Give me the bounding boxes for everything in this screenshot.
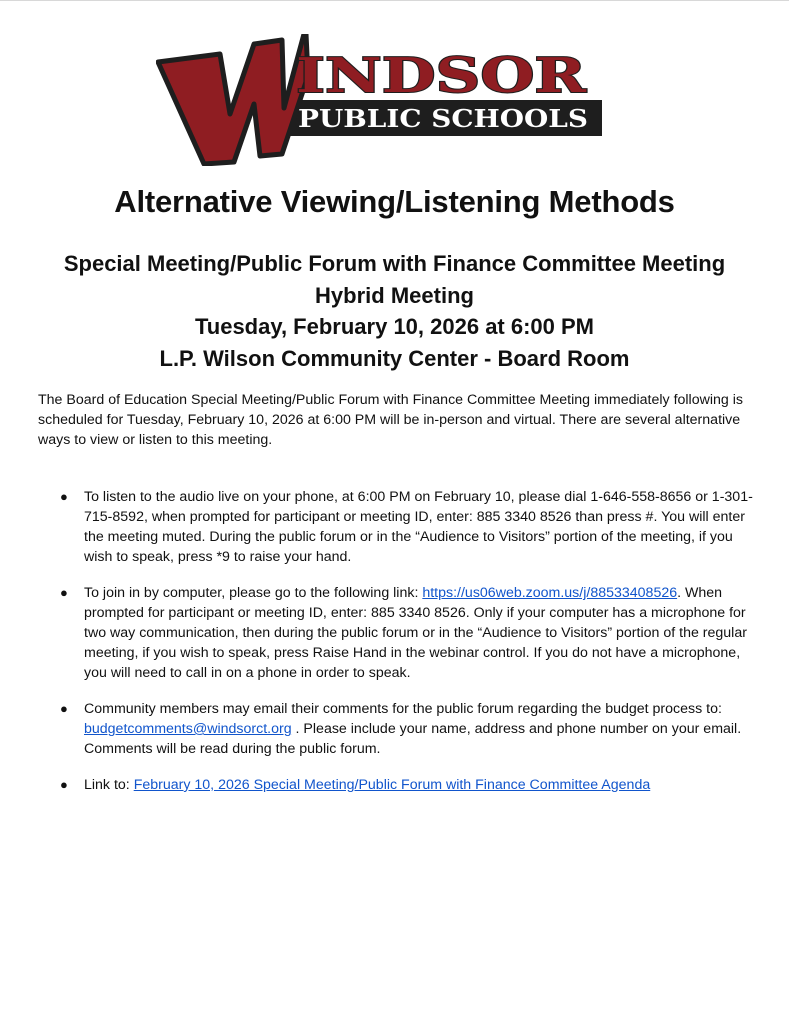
meeting-format: Hybrid Meeting — [315, 282, 474, 308]
computer-instructions-rest: . When prompted for participant or meeting ID, enter: 885 3340 8526. Only if your computer has a microphone for two way communication, then during the public forum or in the “Audience to Visitors” portion of the regular meeting, if you wish to speak, press Raise Hand in the webinar control. If you do not have a microphone, you will need to call in on a phone in order to speak. — [84, 585, 747, 681]
bullet-icon: ● — [60, 701, 68, 716]
meeting-name: Special Meeting/Public Forum with Finance Committee Meeting — [63, 251, 726, 276]
bullet-icon: ● — [60, 585, 68, 600]
list-item-agenda — [38, 775, 754, 795]
budget-comments-email-link[interactable]: budgetcomments@windsorct.org — [84, 721, 292, 737]
agenda-link-lead: Link to: — [84, 777, 134, 793]
list-item-phone — [38, 487, 754, 567]
logo-w-letter — [158, 34, 308, 164]
email-instructions-rest: . Please include your name, address and phone number on your email. Comments will be read during the public forum. — [84, 721, 742, 757]
meeting-location: L.P. Wilson Community Center - Board Room — [159, 345, 630, 371]
top-divider — [0, 0, 789, 1]
windsor-public-schools-logo — [156, 34, 606, 166]
phone-instructions: To listen to the audio live on your phone, at 6:00 PM on February 10, please dial 1-646-558-8656 or 1-301-715-8592, when prompted for participant or meeting ID, enter: 885 3340 8526 than press #. You will enter the meeting muted. During the public forum or in the “Audience to Visitors” portion of the meeting, if you wish to speak, press *9 to raise your hand. — [84, 489, 753, 565]
agenda-link[interactable]: February 10, 2026 Special Meeting/Public Forum with Finance Committee Agenda — [133, 777, 651, 793]
email-instructions-lead: Community members may email their comments for the public forum regarding the budget process to: — [84, 701, 722, 717]
viewing-methods-list — [38, 487, 754, 811]
intro-paragraph: The Board of Education Special Meeting/Public Forum with Finance Committee Meeting immediately following is scheduled for Tuesday, February 10, 2026 at 6:00 PM will be in-person and virtual. There are several alternative ways to view or listen to this meeting. — [38, 392, 743, 448]
zoom-meeting-link[interactable]: https://us06web.zoom.us/j/88533408526 — [422, 585, 678, 601]
list-item-email — [38, 699, 754, 759]
meeting-date-time: Tuesday, February 10, 2026 at 6:00 PM — [194, 314, 595, 339]
logo-subtitle: PUBLIC SCHOOLS — [298, 104, 588, 133]
page-title: Alternative Viewing/Listening Methods — [114, 184, 675, 219]
bullet-icon: ● — [60, 777, 68, 792]
meeting-details — [0, 248, 789, 374]
bullet-icon: ● — [60, 489, 68, 504]
computer-instructions-lead: To join in by computer, please go to the following link: — [84, 585, 423, 601]
list-item-computer — [38, 583, 754, 683]
logo-word: INDSOR — [296, 48, 588, 104]
